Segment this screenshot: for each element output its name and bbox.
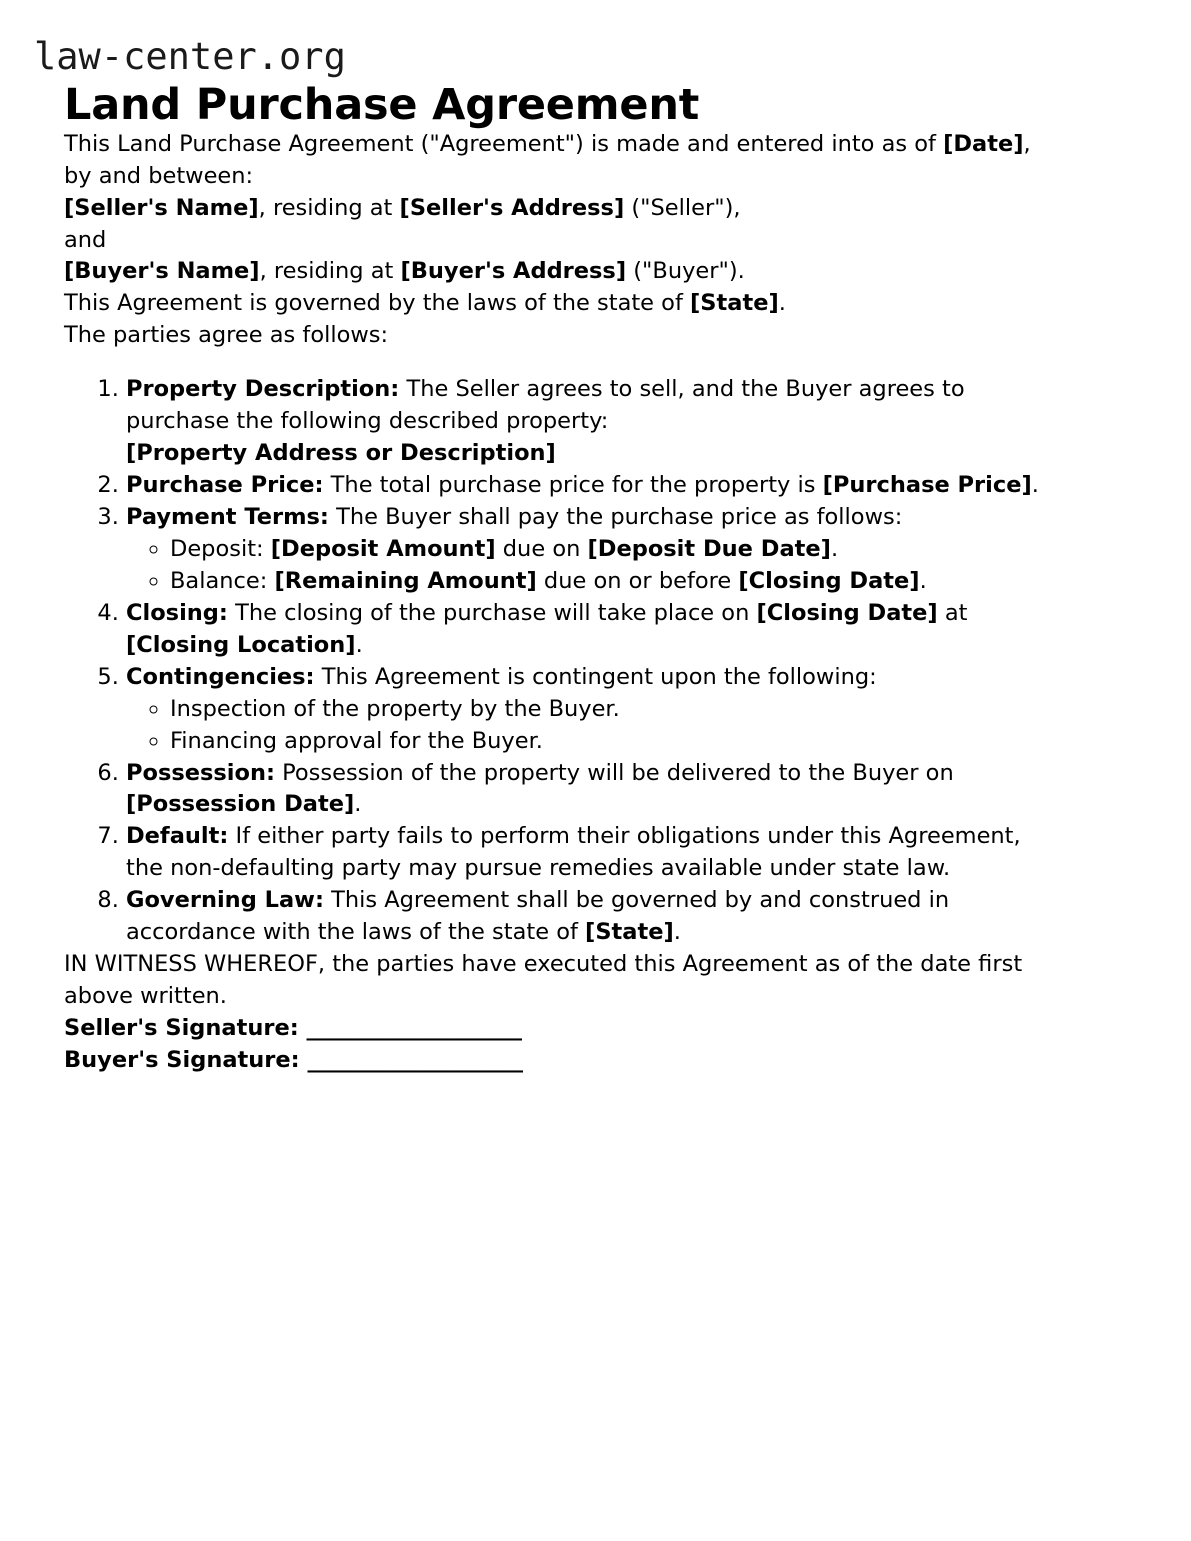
clause-3-label: Payment Terms: bbox=[126, 504, 329, 531]
clause-6-label: Possession: bbox=[126, 759, 275, 786]
seller-mid-text: , residing at bbox=[258, 194, 400, 221]
intro-text-b: , by and between: bbox=[64, 130, 1031, 189]
seller-name-placeholder: [Seller's Name] bbox=[64, 194, 259, 221]
clause-4-text-a: The closing of the purchase will take place on bbox=[227, 599, 757, 626]
and-paragraph: and bbox=[64, 226, 107, 253]
seller-signature-line bbox=[64, 1013, 1060, 1045]
clause-2-text-a: The total purchase price for the property is bbox=[323, 472, 823, 499]
buyer-tail-text: ("Buyer"). bbox=[626, 258, 745, 285]
clause-8-text-a: This Agreement shall be governed by and construed in accordance with the laws of the state of bbox=[126, 887, 950, 946]
contingency-subitem-inspection: ◦ Inspection of the property by the Buyer. bbox=[170, 694, 1060, 726]
clause-7-text: If either party fails to perform their obligations under this Agreement, the non-defaulting party may pursue remedies available under state law. bbox=[126, 823, 1021, 882]
contingency-subitem-financing: ◦ Financing approval for the Buyer. bbox=[170, 726, 1060, 758]
clause-6-text-a: Possession of the property will be delivered to the Buyer on bbox=[274, 759, 954, 786]
balance-period: . bbox=[919, 567, 927, 594]
seller-tail-text: ("Seller"), bbox=[624, 194, 741, 221]
clause-item-default bbox=[126, 821, 1060, 885]
clause-2-text-b: . bbox=[1031, 472, 1039, 499]
governing-state-paragraph bbox=[64, 288, 1060, 320]
clause-8-text-b: . bbox=[673, 919, 681, 946]
clause-2-label: Purchase Price: bbox=[126, 472, 324, 499]
clause-6-text-b: . bbox=[354, 791, 362, 818]
clause-8-label: Governing Law: bbox=[126, 887, 324, 914]
balance-closing-date-placeholder: [Closing Date] bbox=[738, 567, 920, 594]
intro-paragraph bbox=[64, 129, 1060, 193]
seller-paragraph bbox=[64, 193, 1060, 225]
date-placeholder: [Date] bbox=[943, 130, 1024, 157]
buyer-name-placeholder: [Buyer's Name] bbox=[64, 258, 260, 285]
buyer-mid-text: , residing at bbox=[259, 258, 401, 285]
contingencies-sublist bbox=[126, 694, 1060, 758]
clause-7-label: Default: bbox=[126, 823, 229, 850]
balance-label: Balance: bbox=[170, 567, 275, 594]
payment-terms-sublist bbox=[126, 534, 1060, 598]
clause-4-text-c: . bbox=[355, 631, 363, 658]
state-placeholder-governing: [State] bbox=[585, 919, 674, 946]
clause-item-governing-law bbox=[126, 885, 1060, 949]
buyer-signature-label: Buyer's Signature: bbox=[64, 1046, 308, 1073]
clause-item-closing bbox=[126, 598, 1060, 662]
clauses-list bbox=[64, 374, 1060, 949]
clause-item-contingencies bbox=[126, 662, 1060, 758]
closing-location-placeholder: [Closing Location] bbox=[126, 631, 356, 658]
property-address-placeholder: [Property Address or Description] bbox=[126, 440, 556, 467]
seller-signature-label: Seller's Signature: bbox=[64, 1015, 307, 1042]
site-name-header: law-center.org bbox=[34, 35, 346, 78]
intro-text-a: This Land Purchase Agreement ("Agreement") is made and entered into as of bbox=[64, 130, 944, 157]
payment-subitem-deposit bbox=[170, 534, 1060, 566]
buyer-address-placeholder: [Buyer's Address] bbox=[400, 258, 627, 285]
deposit-period: . bbox=[830, 535, 839, 562]
clause-item-possession bbox=[126, 758, 1060, 822]
balance-due-text: due on or before bbox=[536, 567, 739, 594]
deposit-amount-placeholder: [Deposit Amount] bbox=[270, 535, 496, 562]
buyer-signature-rule[interactable]: ____________________ bbox=[307, 1046, 523, 1073]
clause-4-text-b: at bbox=[937, 599, 968, 626]
witness-paragraph: IN WITNESS WHEREOF, the parties have executed this Agreement as of the date first above written. bbox=[64, 951, 1023, 1010]
document-body bbox=[0, 129, 1060, 1077]
deposit-due-text: due on bbox=[495, 535, 588, 562]
seller-signature-rule[interactable]: ____________________ bbox=[306, 1015, 522, 1042]
clause-5-label: Contingencies: bbox=[126, 663, 315, 690]
remaining-amount-placeholder: [Remaining Amount] bbox=[274, 567, 537, 594]
clause-1-text: The Seller agrees to sell, and the Buyer agrees to purchase the following described property: bbox=[126, 376, 965, 435]
deposit-label: Deposit: bbox=[170, 535, 271, 562]
buyer-signature-line bbox=[64, 1045, 1060, 1077]
deposit-due-date-placeholder: [Deposit Due Date] bbox=[587, 535, 831, 562]
governed-text-b: . bbox=[778, 290, 786, 317]
clause-item-payment-terms bbox=[126, 502, 1060, 598]
clause-1-label: Property Description: bbox=[126, 376, 400, 403]
clause-item-purchase-price bbox=[126, 470, 1060, 502]
buyer-paragraph bbox=[64, 256, 1060, 288]
page-title: Land Purchase Agreement bbox=[64, 79, 700, 130]
agree-intro-paragraph: The parties agree as follows: bbox=[64, 322, 389, 349]
seller-address-placeholder: [Seller's Address] bbox=[399, 194, 625, 221]
clause-4-label: Closing: bbox=[126, 599, 228, 626]
clause-3-text: The Buyer shall pay the purchase price as follows: bbox=[328, 504, 903, 531]
payment-subitem-balance bbox=[170, 566, 1060, 598]
possession-date-placeholder: [Possession Date] bbox=[126, 791, 355, 818]
state-placeholder-intro: [State] bbox=[690, 290, 779, 317]
governed-text-a: This Agreement is governed by the laws of the state of bbox=[64, 290, 691, 317]
closing-date-placeholder: [Closing Date] bbox=[756, 599, 938, 626]
clause-item-property-description bbox=[126, 374, 1060, 470]
purchase-price-placeholder: [Purchase Price] bbox=[822, 472, 1032, 499]
clause-5-text: This Agreement is contingent upon the following: bbox=[314, 663, 877, 690]
